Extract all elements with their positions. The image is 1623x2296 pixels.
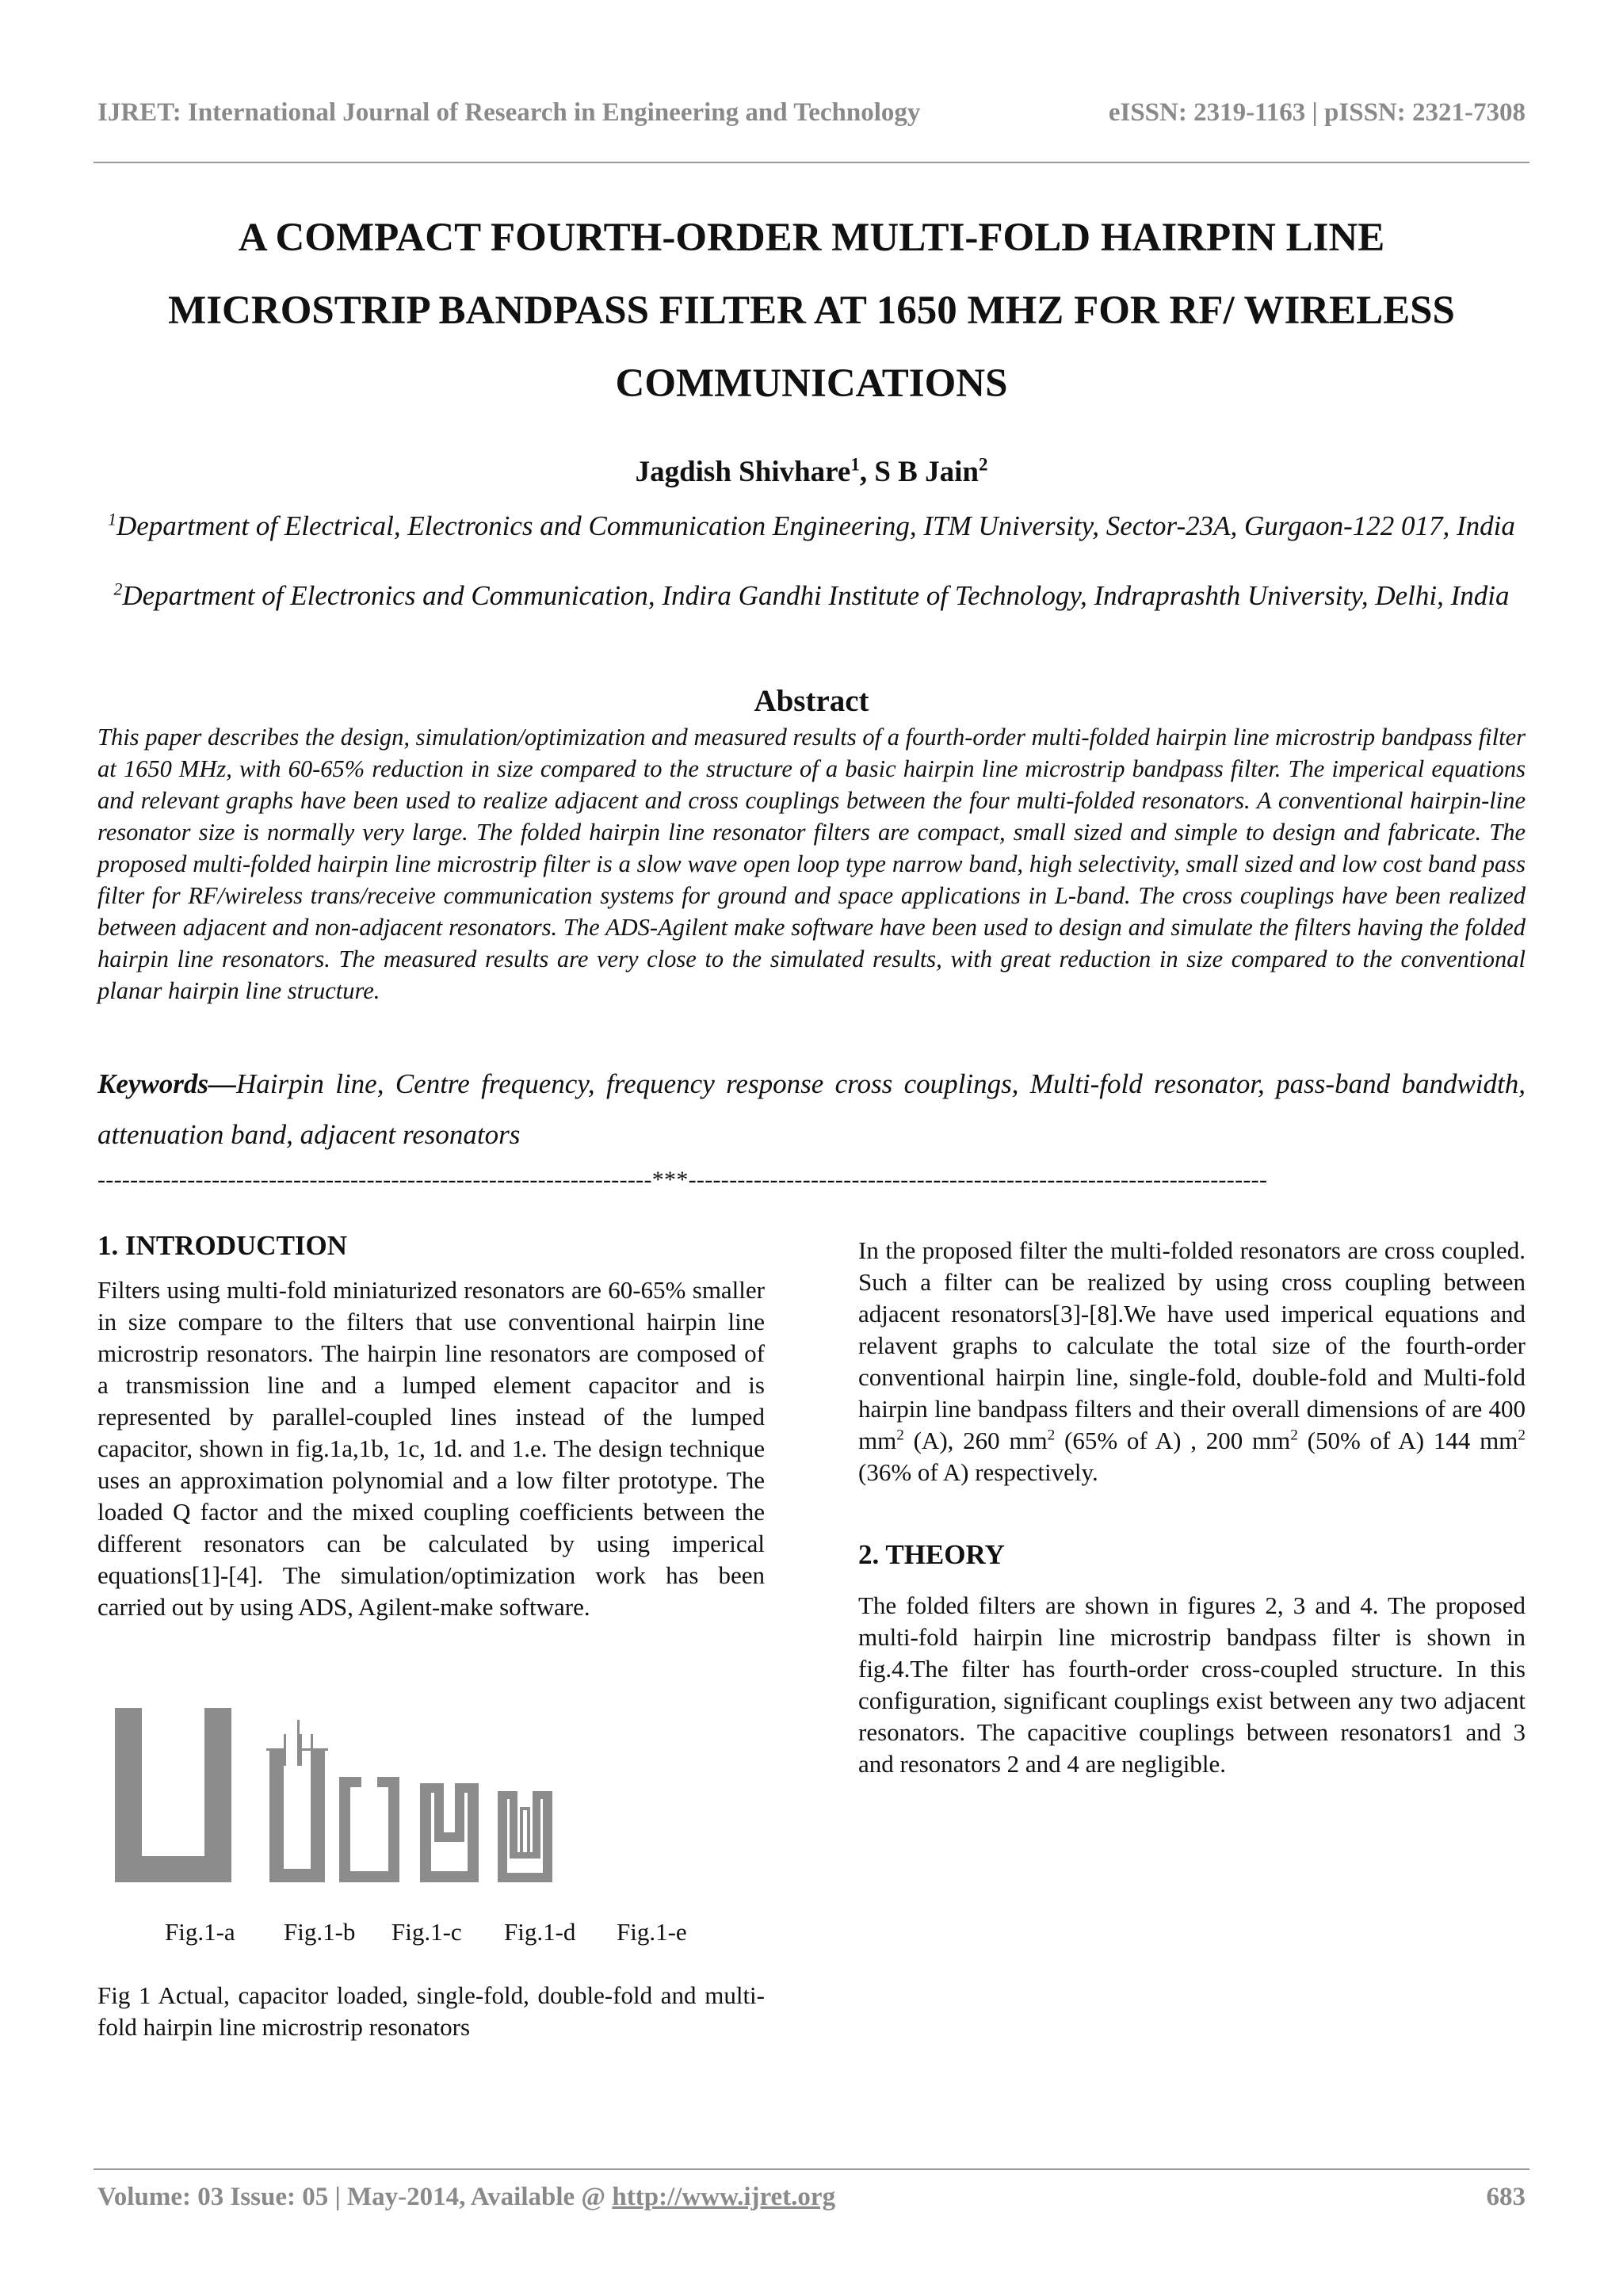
figure-1-caption: Fig 1 Actual, capacitor loaded, single-fold, double-fold and multi-fold hairpin line microstrip resonators bbox=[97, 1981, 765, 2041]
footer-volume-text: Volume: 03 Issue: 05 | May-2014, Available @ bbox=[97, 2183, 613, 2211]
intro-cont-part-b: (A), 260 mm bbox=[903, 1427, 1048, 1454]
fig-1b-label: Fig.1-b bbox=[284, 1918, 356, 1946]
resonator-1d bbox=[420, 1783, 479, 1882]
fig-1a-label: Fig.1-a bbox=[165, 1918, 235, 1946]
affiliation-2-sup: 2 bbox=[113, 579, 123, 599]
mm2-sup-4: 2 bbox=[1518, 1427, 1526, 1444]
intro-continued-text bbox=[858, 1235, 1526, 1488]
affiliation-1-sup: 1 bbox=[108, 510, 116, 529]
keywords bbox=[97, 1059, 1526, 1160]
author-separator: , bbox=[859, 456, 875, 488]
intro-cont-part-d: (50% of A) 144 mm bbox=[1297, 1427, 1518, 1454]
author-2-sup: 2 bbox=[978, 454, 988, 475]
resonator-1b bbox=[266, 1720, 328, 1882]
keywords-text: Hairpin line, Centre frequency, frequency response cross couplings, Multi-fold resonator, pass-band bandwidth, attenuation band, adjacent resonators bbox=[97, 1068, 1526, 1150]
intro-text: Filters using multi-fold miniaturized resonators are 60-65% smaller in size compare to the filters that use conventional hairpin line microstrip resonators. The hairpin line resonators are composed of a transmission line and a lumped element capacitor and is represented by parallel-coupled lines instead of the lumped capacitor, shown in fig.1a,1b, 1c, 1d. and 1.e. The design technique uses an approximation polynomial and a low filter prototype. The loaded Q factor and the mixed coupling coefficients between the different resonators can be calculated by using imperical equations[1]-[4]. The simulation/optimization work has been carried out by using ADS, Agilent-make software. bbox=[97, 1276, 765, 1621]
fig-1e-label: Fig.1-e bbox=[617, 1918, 687, 1946]
footer-volume bbox=[97, 2183, 835, 2212]
mm2-sup-1: 2 bbox=[896, 1427, 904, 1444]
paper-title: A COMPACT FOURTH-ORDER MULTI-FOLD HAIRPIN LINE MICROSTRIP BANDPASS FILTER AT 1650 MHZ FOR RF/ WIRELESS COMMUNICATIONS bbox=[168, 216, 1455, 406]
intro-cont-part-c: (65% of A) , 200 mm bbox=[1055, 1427, 1291, 1454]
intro-cont-part-e: (36% of A) respectively. bbox=[858, 1458, 1098, 1486]
journal-link[interactable]: http://www.ijret.org bbox=[612, 2183, 836, 2211]
intro-cont-part-a: In the proposed filter the multi-folded resonators are cross coupled. Such a filter can be realized by using cross coupling between adjacent resonators[3]-[8].We have used imperical equations and relavent graphs to calculate the total size of the fourth-order conventional hairpin line, single-fold, double-fold and Multi-fold hairpin line bandpass filters and their overall dimensions of are 400 mm bbox=[858, 1236, 1526, 1454]
affiliation-1-text: Department of Electrical, Electronics and Communication Engineering, ITM University, Sector-23A, Gurgaon-122 017, India bbox=[116, 510, 1515, 541]
footer-rule bbox=[94, 2168, 1529, 2170]
resonator-1a bbox=[115, 1708, 231, 1882]
header-rule bbox=[94, 162, 1529, 163]
affiliation-2 bbox=[103, 580, 1520, 612]
fig-1c-label: Fig.1-c bbox=[391, 1918, 462, 1946]
abstract-heading: Abstract bbox=[754, 684, 869, 718]
theory-heading: 2. THEORY bbox=[858, 1539, 1005, 1570]
figure-1-resonators bbox=[111, 1688, 697, 1886]
journal-header: IJRET: International Journal of Research in Engineering and Technology bbox=[97, 98, 921, 127]
authors bbox=[0, 455, 1623, 489]
issn-header: eISSN: 2319-1163 | pISSN: 2321-7308 bbox=[1108, 98, 1526, 127]
mm2-sup-3: 2 bbox=[1290, 1427, 1298, 1444]
abstract-text: This paper describes the design, simulation/optimization and measured results of a fourth-order multi-folded hairpin line microstrip bandpass filter at 1650 MHz, with 60-65% reduction in size compared to the structure of a basic hairpin line microstrip bandpass filter. The imperical equations and relevant graphs have been used to realize adjacent and cross couplings between the four multi-folded resonators. A conventional hairpin-line resonator size is normally very large. The folded hairpin line resonator filters are compact, small sized and simple to design and fabricate. The proposed multi-folded hairpin line microstrip filter is a slow wave open loop type narrow band, high selectivity, small sized and low cost band pass filter for RF/wireless trans/receive communication systems for ground and space applications in L-band. The cross couplings have been realized between adjacent and non-adjacent resonators. The ADS-Agilent make software have been used to design and simulate the filters having the folded hairpin line resonators. The measured results are very close to the simulated results, with great reduction in size compared to the conventional planar hairpin line structure. bbox=[97, 724, 1526, 1004]
section-separator: --------------------------------------------------------------------***----------------------------------------------------------------------- bbox=[97, 1167, 1268, 1193]
page-number: 683 bbox=[1486, 2183, 1526, 2211]
affiliation-1 bbox=[103, 510, 1520, 542]
mm2-sup-2: 2 bbox=[1047, 1427, 1056, 1444]
author-1: Jagdish Shivhare bbox=[635, 456, 851, 488]
affiliation-2-text: Department of Electronics and Communication, Indira Gandhi Institute of Technology, Indraprashth University, Delhi, India bbox=[122, 580, 1510, 611]
keywords-label: Keywords— bbox=[97, 1068, 236, 1099]
fig-1d-label: Fig.1-d bbox=[504, 1918, 576, 1946]
resonator-1e bbox=[498, 1791, 552, 1882]
intro-heading: 1. INTRODUCTION bbox=[97, 1230, 348, 1261]
theory-text: The folded filters are shown in figures 2, 3 and 4. The proposed multi-fold hairpin line microstrip bandpass filter is shown in fig.4.The filter has fourth-order cross-coupled structure. In this configuration, significant couplings exist between any two adjacent resonators. The capacitive couplings between resonators1 and 3 and resonators 2 and 4 are negligible. bbox=[858, 1591, 1526, 1778]
resonator-1c bbox=[339, 1777, 399, 1882]
author-1-sup: 1 bbox=[850, 454, 860, 475]
author-2: S B Jain bbox=[874, 456, 979, 488]
